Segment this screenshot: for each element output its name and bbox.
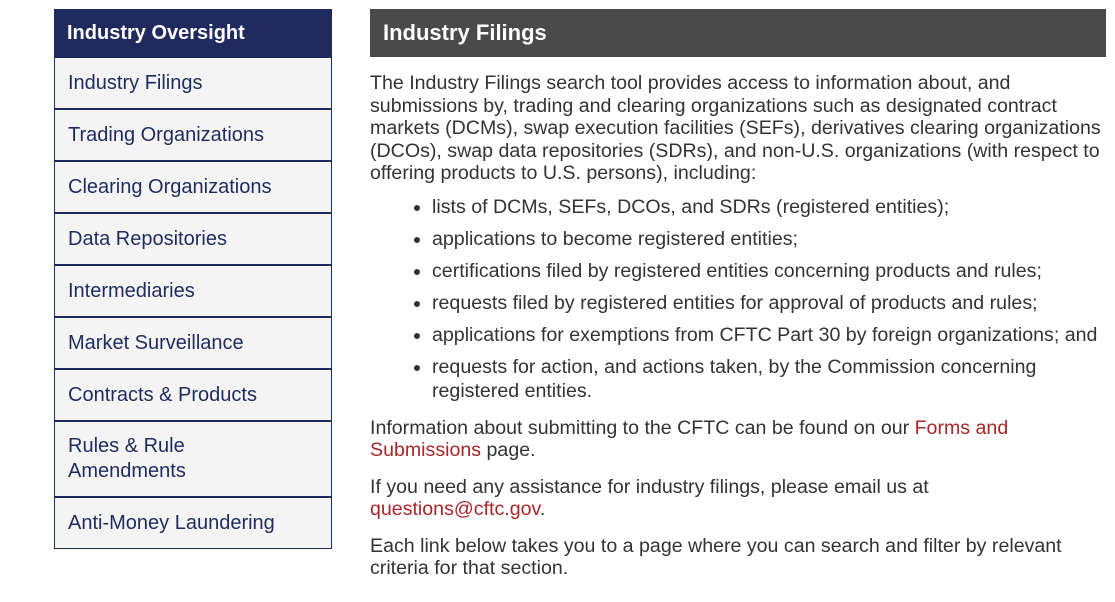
sidebar-nav xyxy=(54,9,332,549)
sidebar-item-label: Contracts & Products xyxy=(68,383,257,406)
sidebar-item-rules-amendments[interactable] xyxy=(55,420,331,496)
sidebar-item-label: Trading Organizations xyxy=(68,123,265,146)
main-content xyxy=(370,9,1106,580)
sidebar-item-contracts-products[interactable] xyxy=(55,368,331,420)
sidebar-header: Industry Oversight xyxy=(55,10,331,56)
filings-list xyxy=(370,195,1106,403)
sidebar-item-trading-organizations[interactable] xyxy=(55,108,331,160)
assist-text: If you need any assistance for industry filings, please email us at xyxy=(370,475,929,498)
sidebar-item-label: Rules & Rule Amendments xyxy=(68,435,186,482)
content-body xyxy=(370,72,1106,580)
intro-paragraph: The Industry Filings search tool provides access to information about, and submissions by, trading and clearing organizations such as designated contract markets (DCMs), swap execution facilities (SEFs), derivatives clearing organizations (DCOs), swap data repositories (SDRs), and non-U.S. organizations (with respect to offering products to U.S. persons), including: xyxy=(370,72,1101,184)
email-link[interactable]: questions@cftc.gov xyxy=(370,498,540,520)
assist-suffix: . xyxy=(539,498,546,520)
submit-suffix: page. xyxy=(481,439,536,461)
assist-paragraph xyxy=(370,476,1106,521)
sidebar-item-label: Intermediaries xyxy=(68,279,195,302)
list-item: • lists of DCMs, SEFs, DCOs, and SDRs (registered entities); xyxy=(432,195,1106,219)
forms-submissions-link[interactable]: Forms and Submissions xyxy=(370,416,1009,461)
sidebar-item-market-surveillance[interactable] xyxy=(55,316,331,368)
sidebar-item-intermediaries[interactable] xyxy=(55,264,331,316)
list-item: • certifications filed by registered entities concerning products and rules; xyxy=(432,259,1106,283)
submit-text: Information about submitting to the CFTC can be found on our xyxy=(370,416,915,439)
sidebar-item-label: Data Repositories xyxy=(68,227,227,250)
list-item: • requests for action, and actions taken, by the Commission concerning registered entities. xyxy=(432,355,1106,403)
sidebar-item-label: Market Surveillance xyxy=(68,331,244,354)
sidebar-item-anti-money-laundering[interactable] xyxy=(55,496,331,548)
submit-paragraph xyxy=(370,417,1106,462)
sidebar-item-clearing-organizations[interactable] xyxy=(55,160,331,212)
sidebar-item-label: Industry Filings xyxy=(68,71,203,94)
list-item: • applications to become registered entities; xyxy=(432,227,1106,251)
list-item: • requests filed by registered entities for approval of products and rules; xyxy=(432,291,1106,315)
page-title: Industry Filings xyxy=(370,9,1106,57)
each-link-paragraph: Each link below takes you to a page where you can search and filter by relevant criteria for that section. xyxy=(370,534,1062,579)
list-item: • applications for exemptions from CFTC Part 30 by foreign organizations; and xyxy=(432,323,1106,347)
sidebar-item-data-repositories[interactable] xyxy=(55,212,331,264)
sidebar-item-label: Clearing Organizations xyxy=(68,175,272,198)
sidebar-item-industry-filings[interactable] xyxy=(55,56,331,108)
sidebar-item-label: Anti-Money Laundering xyxy=(68,511,275,534)
